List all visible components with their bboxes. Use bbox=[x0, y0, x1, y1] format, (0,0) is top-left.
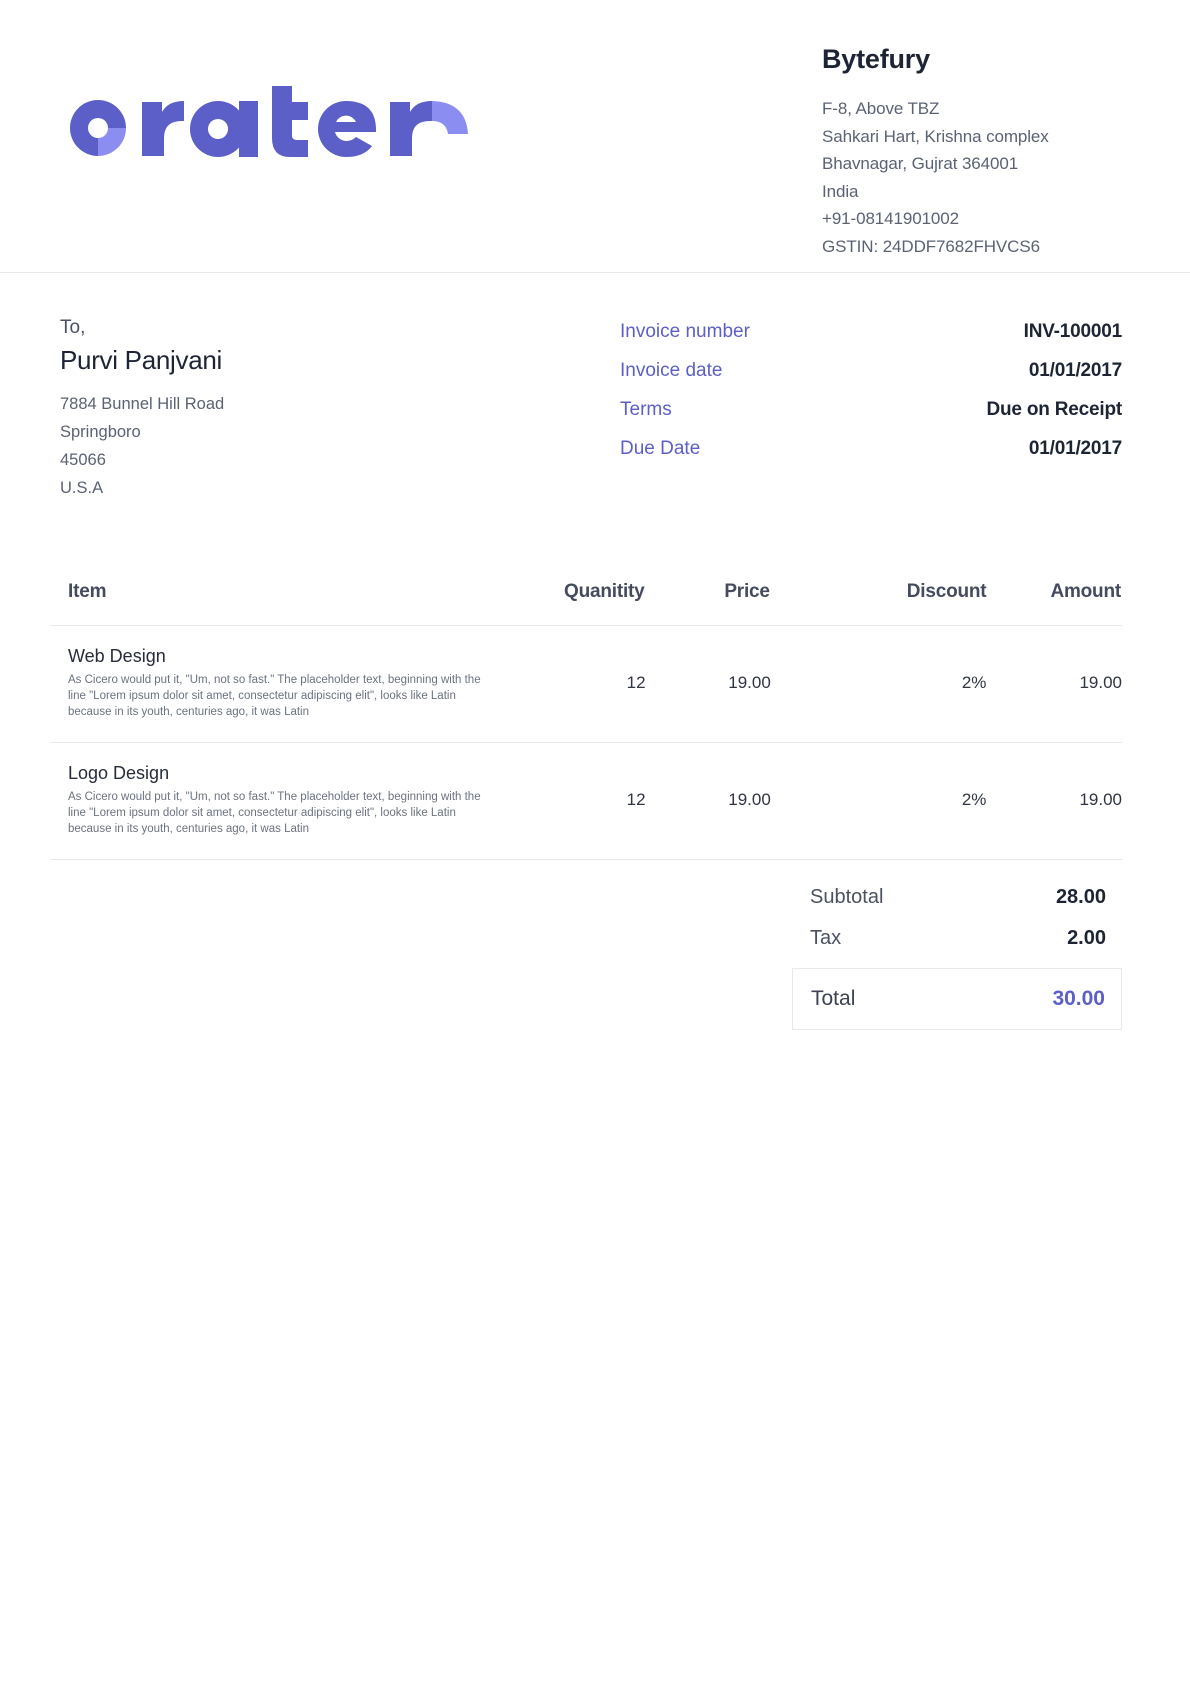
cell-quantity: 12 bbox=[510, 626, 646, 743]
total-label: Total bbox=[811, 987, 856, 1010]
meta-label-terms: Terms bbox=[620, 399, 672, 420]
line-items-section bbox=[50, 580, 1122, 860]
totals-box bbox=[792, 886, 1122, 1030]
meta-row-due-date bbox=[620, 438, 1122, 460]
totals-row-total bbox=[792, 968, 1122, 1030]
cell-price: 19.00 bbox=[646, 626, 771, 743]
column-header-item: Item bbox=[50, 580, 510, 626]
cell-amount: 19.00 bbox=[986, 626, 1122, 743]
meta-value-invoice-date: 01/01/2017 bbox=[1028, 360, 1122, 381]
customer-name: Purvi Panjvani bbox=[60, 345, 222, 375]
crater-logo-icon bbox=[50, 82, 480, 177]
company-phone: +91-08141901002 bbox=[822, 209, 959, 228]
table-row bbox=[50, 626, 1122, 743]
invoice-meta-block bbox=[620, 317, 1122, 502]
cell-quantity: 12 bbox=[510, 743, 646, 860]
meta-row-invoice-number bbox=[620, 321, 1122, 343]
subtotal-label: Subtotal bbox=[810, 886, 884, 908]
company-address-line-4: India bbox=[822, 181, 859, 201]
company-address-line-2: Sahkari Hart, Krishna complex bbox=[822, 126, 1049, 146]
bill-to-block bbox=[50, 317, 620, 502]
column-header-amount: Amount bbox=[986, 580, 1122, 626]
totals-section bbox=[0, 886, 1122, 1030]
item-name: Web Design bbox=[68, 646, 166, 666]
company-address-line-1: F-8, Above TBZ bbox=[822, 99, 940, 118]
totals-row-tax bbox=[792, 927, 1122, 950]
company-name: Bytefury bbox=[822, 44, 930, 74]
company-gstin: GSTIN: 24DDF7682FHVCS6 bbox=[822, 236, 1040, 256]
tax-value: 2.00 bbox=[1067, 927, 1106, 949]
table-head bbox=[50, 580, 1122, 626]
customer-address-line-4: U.S.A bbox=[60, 479, 104, 497]
cell-item bbox=[50, 743, 510, 860]
cell-discount: 2% bbox=[771, 626, 987, 743]
item-name: Logo Design bbox=[68, 763, 170, 783]
total-value: 30.00 bbox=[1052, 987, 1105, 1010]
column-header-discount: Discount bbox=[771, 580, 987, 626]
totals-row-subtotal bbox=[792, 886, 1122, 909]
customer-address-line-1: 7884 Bunnel Hill Road bbox=[60, 395, 225, 413]
column-header-quantity: Quanitity bbox=[510, 580, 646, 626]
subtotal-value: 28.00 bbox=[1055, 886, 1106, 908]
table-row bbox=[50, 743, 1122, 860]
meta-label-due-date: Due Date bbox=[620, 438, 701, 459]
customer-address-line-2: Springboro bbox=[60, 423, 141, 441]
bill-to-label: To, bbox=[60, 317, 86, 338]
cell-item bbox=[50, 626, 510, 743]
cell-amount: 19.00 bbox=[986, 743, 1122, 860]
meta-value-due-date: 01/01/2017 bbox=[1028, 438, 1122, 459]
company-address-line-3: Bhavnagar, Gujrat 364001 bbox=[822, 154, 1019, 173]
line-items-table bbox=[50, 580, 1122, 860]
meta-value-terms: Due on Receipt bbox=[986, 399, 1122, 420]
meta-value-invoice-number: INV-100001 bbox=[1023, 321, 1122, 342]
invoice-info bbox=[0, 273, 1190, 502]
meta-row-terms bbox=[620, 399, 1122, 421]
column-header-price: Price bbox=[646, 580, 771, 626]
item-description: As Cicero would put it, "Um, not so fast." The placeholder text, beginning with the line "Lorem ipsum dolor sit amet, consectetur adipiscing elit", looks like Latin because in its youth, centuries ago, it was Latin bbox=[68, 674, 481, 718]
table-header-row bbox=[50, 580, 1122, 626]
cell-price: 19.00 bbox=[646, 743, 771, 860]
table-body bbox=[50, 626, 1122, 860]
cell-discount: 2% bbox=[771, 743, 987, 860]
invoice-header bbox=[0, 0, 1190, 256]
customer-address-line-3: 45066 bbox=[60, 451, 106, 469]
meta-row-invoice-date bbox=[620, 360, 1122, 382]
meta-label-invoice-date: Invoice date bbox=[620, 360, 723, 381]
meta-label-invoice-number: Invoice number bbox=[620, 321, 750, 342]
tax-label: Tax bbox=[810, 927, 842, 949]
company-block bbox=[822, 34, 1122, 260]
item-description: As Cicero would put it, "Um, not so fast." The placeholder text, beginning with the line "Lorem ipsum dolor sit amet, consectetur adipiscing elit", looks like Latin because in its youth, centuries ago, it was Latin bbox=[68, 791, 481, 835]
brand-logo bbox=[50, 82, 480, 177]
